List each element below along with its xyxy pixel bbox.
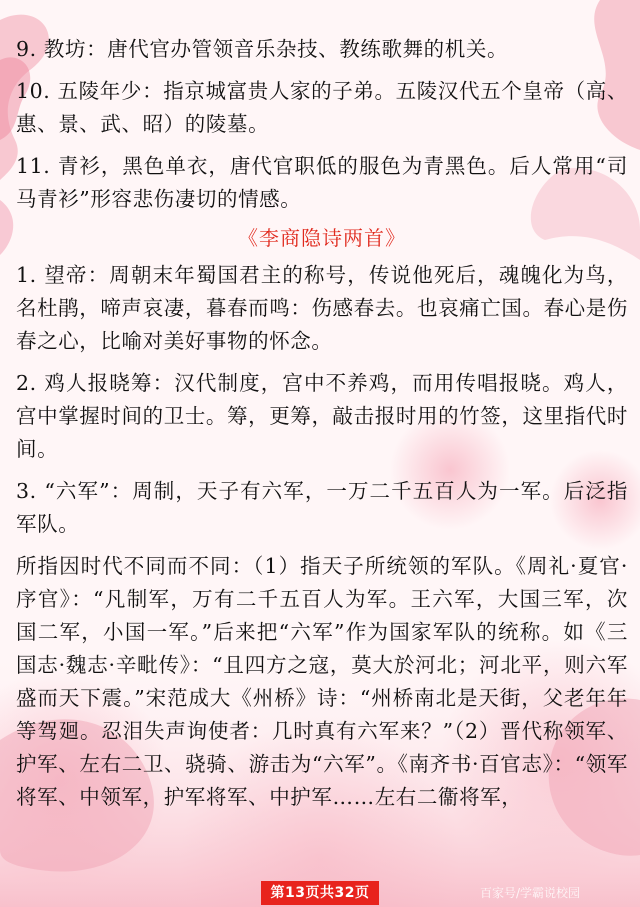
page-content xyxy=(16,0,628,814)
note-9: 9. 教坊：唐代官办管领音乐杂技、教练歌舞的机关。 xyxy=(16,37,509,61)
page-number-text: 第13页共32页 xyxy=(270,885,370,901)
page-number-badge xyxy=(261,881,379,905)
section-title: 《李商隐诗两首》 xyxy=(238,226,406,250)
note-3-liujun: 3. “六军”：周制，天子有六军，一万二千五百人为一军。后泛指军队。 xyxy=(16,479,628,536)
note-liujun-detail: 所指因时代不同而不同：（1）指天子所统领的军队。《周礼·夏官·序官》：“凡制军，万有二千五百人为军。王六军，大国三军，次国二军，小国一军。”后来把“六军”作为国家军队的统称。如《三国志·魏志·辛毗传》：“且四方之寇，莫大於河北；河北平，则六军盛而天下震。”宋范成大《州桥》诗：“州桥南北是天街，父老年年等驾廻。忍泪失声询使者：几时真有六军来？”（2）晋代称领军、护军、左右二卫、骁骑、游击为“六军”。《南齐书·百官志》：“领军将军、中领军，护军将军、中护军……左右二衞将军， xyxy=(16,554,628,809)
note-2-jiren: 2. 鸡人报晓筹：汉代制度，宫中不养鸡，而用传唱报晓。鸡人，宫中掌握时间的卫士。筹，更筹，敲击报时用的竹签，这里指代时间。 xyxy=(16,371,628,461)
note-1-wangdi: 1. 望帝：周朝末年蜀国君主的称号，传说他死后，魂魄化为鸟，名杜鹃，啼声哀凄，暮春而鸣：伤感春去。也哀痛亡国。春心是伤春之心，比喻对美好事物的怀念。 xyxy=(16,263,628,353)
note-10: 10. 五陵年少：指京城富贵人家的子弟。五陵汉代五个皇帝（高、惠、景、武、昭）的陵墓。 xyxy=(16,79,628,136)
note-11: 11. 青衫，黑色单衣，唐代官职低的服色为青黑色。后人常用“司马青衫”形容悲伤凄切的情感。 xyxy=(16,154,628,211)
watermark-text: 百家号/学霸说校园 xyxy=(480,886,581,900)
